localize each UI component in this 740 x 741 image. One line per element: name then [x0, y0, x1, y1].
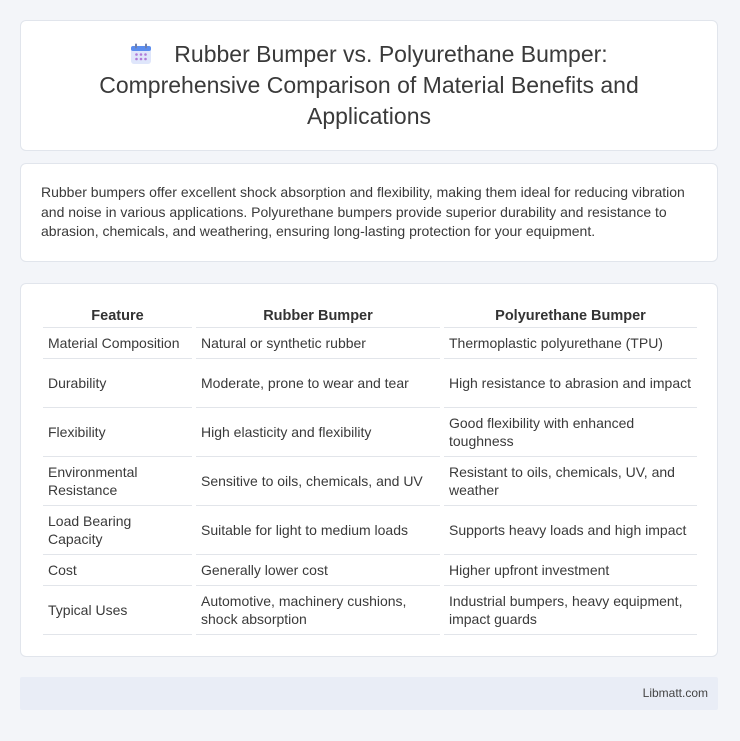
rubber-cell: Automotive, machinery cushions, shock absorption [196, 586, 440, 635]
polyurethane-cell: Thermoplastic polyurethane (TPU) [444, 328, 697, 359]
header-polyurethane: Polyurethane Bumper [444, 304, 697, 328]
intro-card [20, 163, 718, 262]
table-row [43, 586, 697, 635]
comparison-table [39, 304, 701, 635]
feature-cell: Cost [43, 555, 192, 586]
title-card [20, 20, 718, 151]
header-feature: Feature [43, 304, 192, 328]
header-rubber: Rubber Bumper [196, 304, 440, 328]
polyurethane-cell: High resistance to abrasion and impact [444, 359, 697, 408]
comparison-card [20, 283, 718, 657]
table-row [43, 506, 697, 555]
feature-cell: Material Composition [43, 328, 192, 359]
page-title [61, 39, 677, 132]
table-row [43, 555, 697, 586]
table-row [43, 408, 697, 457]
polyurethane-cell: Supports heavy loads and high impact [444, 506, 697, 555]
rubber-cell: Moderate, prone to wear and tear [196, 359, 440, 408]
table-row [43, 328, 697, 359]
table-header-row [43, 304, 697, 328]
rubber-cell: High elasticity and flexibility [196, 408, 440, 457]
table-row [43, 457, 697, 506]
rubber-cell: Suitable for light to medium loads [196, 506, 440, 555]
polyurethane-cell: Resistant to oils, chemicals, UV, and weather [444, 457, 697, 506]
footer [20, 677, 718, 710]
polyurethane-cell: Good flexibility with enhanced toughness [444, 408, 697, 457]
feature-cell: Load Bearing Capacity [43, 506, 192, 555]
feature-cell: Flexibility [43, 408, 192, 457]
feature-cell: Typical Uses [43, 586, 192, 635]
rubber-cell: Generally lower cost [196, 555, 440, 586]
rubber-cell: Natural or synthetic rubber [196, 328, 440, 359]
feature-cell: Durability [43, 359, 192, 408]
polyurethane-cell: Higher upfront investment [444, 555, 697, 586]
table-row [43, 359, 697, 408]
intro-text: Rubber bumpers offer excellent shock absorption and flexibility, making them ideal for reducing vibration and noise in various applications. Polyurethane bumpers provide superior durability and resistance to abrasion, chemicals, and weathering, ensuring long-lasting protection for your equipment. [41, 184, 685, 239]
calendar-icon [130, 43, 152, 65]
rubber-cell: Sensitive to oils, chemicals, and UV [196, 457, 440, 506]
polyurethane-cell: Industrial bumpers, heavy equipment, impact guards [444, 586, 697, 635]
feature-cell: Environmental Resistance [43, 457, 192, 506]
page-title-text: Rubber Bumper vs. Polyurethane Bumper: Comprehensive Comparison of Material Benefits and Applications [99, 41, 639, 129]
footer-brand: Libmatt.com [642, 686, 708, 700]
